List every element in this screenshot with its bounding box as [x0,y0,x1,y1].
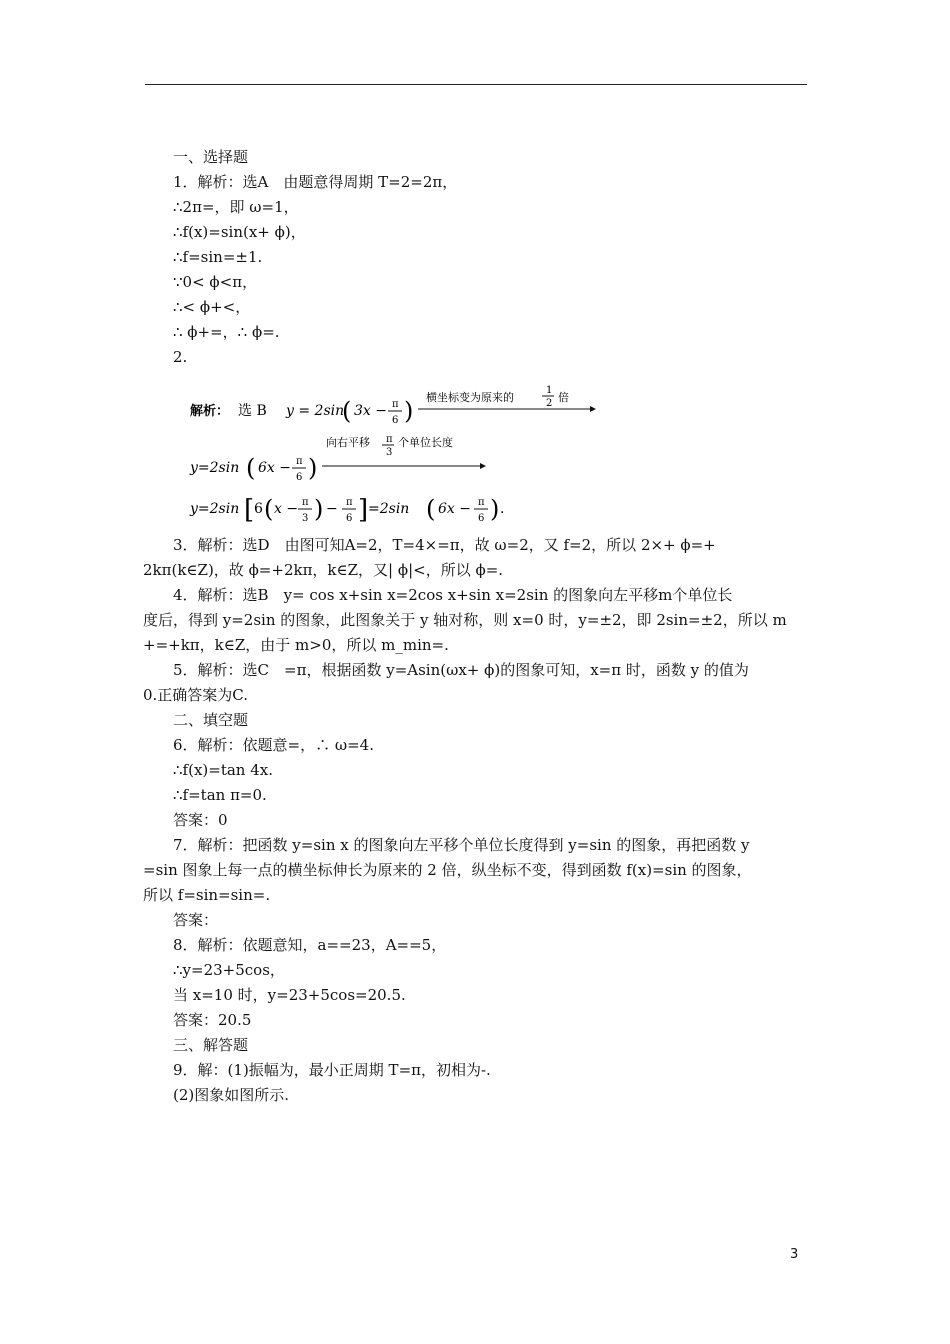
row3-lhs: y=2sin [190,501,240,517]
row3-paren-right: ) [314,495,324,523]
text-line: ∴f=tan π=0. [173,786,267,804]
text-line: 9．解：(1)振幅为，最小正周期 T=π，初相为-. [173,1061,491,1079]
transform-row-1-svg [190,385,790,433]
text-line: 答案： [173,911,219,929]
text-line: 当 x=10 时，y=23+5cos=20.5. [173,986,406,1004]
row2-arrow-frac-den: 3 [386,447,393,458]
row3-paren-left: ( [264,495,274,523]
text-line: 所以 f=sin=sin=. [143,886,271,904]
row2-arrow-suffix: 个单位长度 [398,436,453,449]
row1-paren-right: ) [404,397,414,425]
row1-arrow-head [590,406,596,412]
text-line: 2kπ(k∈Z)，故 ϕ=+2kπ，k∈Z，又| ϕ|<，所以 ϕ=. [143,561,504,579]
row3-bracket-left: [ [244,495,255,525]
row2-frac-num: π [296,456,303,467]
row1-inner: 3x − [354,403,387,419]
section-heading-2: 二、填空题 [173,711,249,729]
row3-frac2-num: π [346,497,353,508]
text-line: 答案：20.5 [173,1011,252,1029]
text-line: 7．解析：把函数 y=sin x 的图象向左平移个单位长度得到 y=sin 的图象，再把函数 y [173,836,750,854]
figure-prefix-bold: 解析： [190,404,230,419]
row1-arrow-frac-den: 2 [546,398,553,409]
row1-paren-left: ( [342,397,352,425]
row3-frac1-den: 3 [302,513,309,524]
row3-x: x − [274,501,299,517]
row3-paren2-left: ( [426,495,436,523]
text-line: ∴f(x)=sin(x+ ϕ)， [173,223,306,241]
text-line: 6．解析：依题意=，∴ ω=4. [173,736,374,754]
transform-row-2-svg [190,434,790,490]
row3-frac2-den: 6 [346,513,353,524]
row2-arrow-label: 向右平移 [326,436,370,449]
text-line: 5．解析：选C =π，根据函数 y=Asin(ωx+ ϕ)的图象可知，x=π 时，函数 y 的值为 [173,661,749,679]
transform-row-3 [190,491,790,531]
section-heading-1: 一、选择题 [173,148,249,166]
row1-frac-den: 6 [392,415,399,426]
text-line: ∴ ϕ+=，∴ ϕ=. [173,323,280,341]
text-line: ∴f=sin=±1. [173,248,263,266]
row2-arrow-frac-num: π [386,434,393,445]
text-line: 0.正确答案为C. [143,686,249,704]
row3-inner: 6x − [438,501,471,517]
text-line: 2. [173,348,188,366]
row3-coef: 6 [254,501,263,517]
row2-paren-left: ( [246,454,256,482]
row3-minus: − [326,501,338,517]
row3-eq: =2sin [368,501,410,517]
text-line: 答案：0 [173,811,228,829]
header-rule [145,84,807,85]
text-line: 3．解析：选D 由图可知A=2，T=4×=π，故 ω=2，又 f=2，所以 2×+ ϕ=+ [173,536,716,554]
text-line: ∴y=23+5cos， [173,961,285,979]
text-line: ∴< ϕ+<， [173,298,251,316]
text-line: 度后，得到 y=2sin 的图象，此图象关于 y 轴对称，则 x=0 时，y=±2，即 2sin=±2，所以 m [143,611,787,629]
text-line: ∵0< ϕ<π， [173,273,258,291]
row1-arrow-label: 横坐标变为原来的 [426,391,514,404]
row1-frac-num: π [392,399,399,410]
transform-row-3-svg [190,491,790,531]
text-line: 4．解析：选B y= cos x+sin x=2cos x+sin x=2sin 的图象向左平移m个单位长 [173,586,733,604]
row2-frac-den: 6 [296,472,303,483]
text-line: =sin 图象上每一点的横坐标伸长为原来的 2 倍，纵坐标不变，得到函数 f(x)=sin 的图象， [143,861,752,879]
row2-paren-right: ) [308,454,318,482]
row3-bracket-right: ] [358,495,369,525]
text-line: ∴f(x)=tan 4x. [173,761,273,779]
text-line: 1．解析：选A 由题意得周期 T=2=2π， [173,173,458,191]
transform-row-1 [190,385,790,433]
row2-lhs: y=2sin [190,460,240,476]
row1-arrow-frac-num: 1 [546,385,553,396]
row3-paren2-right: ) [490,495,500,523]
page-number: 3 [790,1247,799,1262]
row2-inner: 6x − [258,460,291,476]
row1-arrow-suffix: 倍 [558,391,569,404]
transform-row-2 [190,434,790,490]
text-line: (2)图象如图所示. [173,1086,290,1104]
row3-period: . [500,501,505,517]
row3-frac3-den: 6 [478,513,485,524]
row3-frac1-num: π [302,497,309,508]
row2-arrow-head [480,463,486,469]
row1-lhs: y = 2sin [286,403,345,419]
text-line: ∴2π=，即 ω=1， [173,198,299,216]
text-line: 8．解析：依题意知，a==23，A==5， [173,936,447,954]
section-heading-3: 三、解答题 [173,1036,249,1054]
text-line: +=+kπ，k∈Z，由于 m>0，所以 m_min=. [143,636,449,654]
figure-prefix: 选 B [238,403,267,419]
row3-frac3-num: π [478,497,485,508]
